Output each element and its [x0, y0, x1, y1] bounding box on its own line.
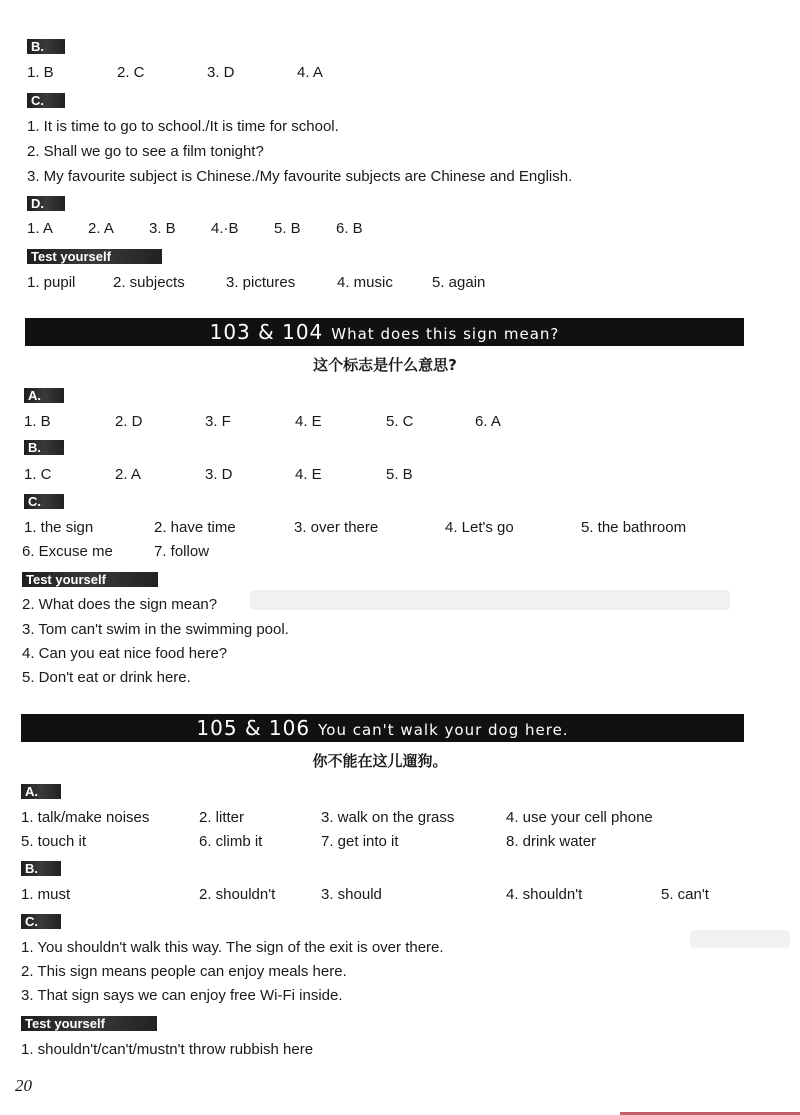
- answer-item: 2. A: [115, 466, 141, 483]
- section-c-tag: C.: [21, 914, 61, 929]
- answer-item: 4. A: [297, 64, 323, 81]
- answer-item: 4. E: [295, 413, 322, 430]
- answer-item: 3. D: [207, 64, 235, 81]
- answer-item: 8. drink water: [506, 833, 597, 850]
- answer-line: 5. Don't eat or drink here.: [22, 669, 191, 686]
- answer-item: 3. should: [321, 886, 382, 903]
- answer-item: 1. pupil: [27, 274, 76, 291]
- answer-line: 1. It is time to go to school./It is time for school.: [27, 118, 339, 135]
- lesson-chinese-title: 这个标志是什么意思?: [313, 356, 457, 374]
- answer-item: 5. touch it: [21, 833, 87, 850]
- answer-item: 7. follow: [154, 543, 210, 560]
- answer-line: 2. Shall we go to see a film tonight?: [27, 143, 264, 160]
- answer-item: 2. D: [115, 413, 143, 430]
- answer-item: 5. B: [274, 220, 301, 237]
- answer-item: 6. B: [336, 220, 363, 237]
- section-c-tag: C.: [24, 494, 64, 509]
- answer-item: 1. talk/make noises: [21, 809, 150, 826]
- answer-item: 3. F: [205, 413, 231, 430]
- answer-line: 3. Tom can't swim in the swimming pool.: [22, 621, 289, 638]
- answer-item: 1. must: [21, 886, 71, 903]
- answer-item: 2. subjects: [113, 274, 185, 291]
- answer-item: 4. E: [295, 466, 322, 483]
- lesson-chinese-title: 你不能在这儿遛狗。: [312, 752, 448, 770]
- answer-item: 3. D: [205, 466, 233, 483]
- section-a-tag: A.: [21, 784, 61, 799]
- answer-item: 5. B: [386, 466, 413, 483]
- answer-item: 2. litter: [199, 809, 245, 826]
- section-c-tag: C.: [27, 93, 65, 108]
- lesson-number: 105 & 106: [196, 716, 311, 740]
- test-yourself-tag: Test yourself: [21, 1016, 157, 1031]
- answer-item: 1. B: [24, 413, 51, 430]
- answer-item: 5. can't: [661, 886, 709, 903]
- answer-item: 4. Let's go: [445, 519, 514, 536]
- answer-item: 6. climb it: [199, 833, 263, 850]
- answer-item: 5. C: [386, 413, 414, 430]
- lesson-number: 103 & 104: [209, 320, 324, 344]
- answer-item: 2. A: [88, 220, 114, 237]
- answer-line: 2. What does the sign mean?: [22, 596, 218, 613]
- section-a-tag: A.: [24, 388, 64, 403]
- answer-item: 3. over there: [294, 519, 379, 536]
- section-b-tag: B.: [24, 440, 64, 455]
- lesson-title: You can't walk your dog here.: [318, 721, 569, 739]
- answer-line: 4. Can you eat nice food here?: [22, 645, 228, 662]
- answer-item: 4. shouldn't: [506, 886, 583, 903]
- answer-item: 2. have time: [154, 519, 236, 536]
- answer-item: 3. walk on the grass: [321, 809, 455, 826]
- answer-item: 5. again: [432, 274, 486, 291]
- answer-line: 1. shouldn't/can't/mustn't throw rubbish here: [21, 1041, 314, 1058]
- lesson-title: What does this sign mean?: [331, 325, 560, 343]
- answer-line: 2. This sign means people can enjoy meals here.: [21, 963, 347, 980]
- answer-item: 7. get into it: [321, 833, 399, 850]
- answer-item: 1. C: [24, 466, 52, 483]
- test-yourself-tag: Test yourself: [27, 249, 162, 264]
- answer-item: 4. use your cell phone: [506, 809, 653, 826]
- answer-item: 5. the bathroom: [581, 519, 687, 536]
- answer-item: 4.·B: [211, 220, 239, 237]
- section-b-tag: B.: [27, 39, 65, 54]
- answer-item: 6. Excuse me: [22, 543, 113, 560]
- answer-line: 3. My favourite subject is Chinese./My favourite subjects are Chinese and English.: [27, 168, 573, 185]
- answer-item: 1. B: [27, 64, 54, 81]
- answer-item: 3. pictures: [226, 274, 296, 291]
- lesson-header-103-104: [25, 318, 744, 346]
- lesson-header-105-106: [21, 714, 744, 742]
- answer-item: 6. A: [475, 413, 501, 430]
- section-b-tag: B.: [21, 861, 61, 876]
- answer-item: 2. shouldn't: [199, 886, 276, 903]
- answer-item: 4. music: [337, 274, 393, 291]
- page-number: 20: [15, 1076, 32, 1095]
- answer-item: 1. the sign: [24, 519, 94, 536]
- section-d-tag: D.: [27, 196, 65, 211]
- test-yourself-tag: Test yourself: [22, 572, 158, 587]
- scan-smudge: [250, 590, 730, 610]
- answer-item: 2. C: [117, 64, 145, 81]
- scan-smudge: [690, 930, 790, 948]
- answer-item: 3. B: [149, 220, 176, 237]
- answer-line: 1. You shouldn't walk this way. The sign of the exit is over there.: [21, 939, 444, 956]
- answer-line: 3. That sign says we can enjoy free Wi-Fi inside.: [21, 987, 343, 1004]
- answer-item: 1. A: [27, 220, 53, 237]
